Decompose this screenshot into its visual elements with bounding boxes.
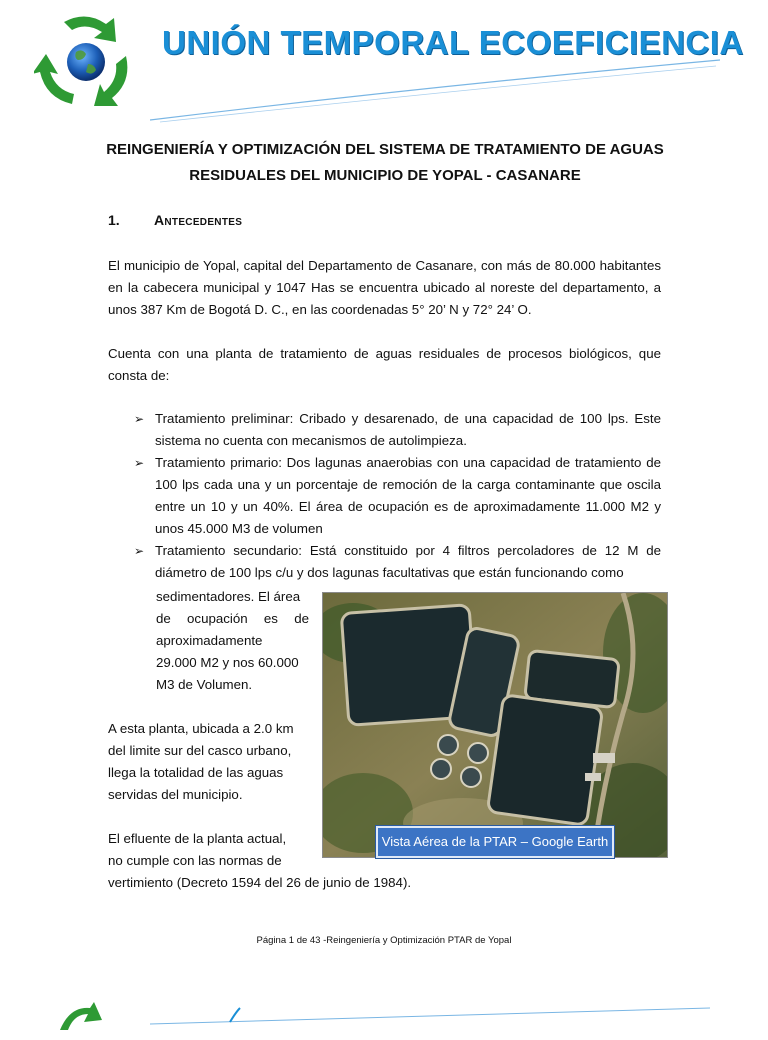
treatment-list — [134, 408, 661, 584]
recycle-globe-icon — [50, 1000, 120, 1040]
list-item — [134, 540, 661, 584]
text-line: llega la totalidad de las aguas — [108, 765, 284, 780]
paragraph-1: El municipio de Yopal, capital del Departamento de Casanare, con más de 80.000 habitantes en la cabecera municipal y 1047 Has se encuentra ubicado al noreste del departamento, a unos 387 Km de Bogotá D. C., en las coordenadas 5° 20’ N y 72° 24’ O. — [108, 258, 661, 317]
aerial-photo-image — [323, 593, 667, 857]
document-title — [100, 137, 670, 189]
section-number: 1. — [108, 212, 120, 228]
list-item — [134, 452, 661, 540]
list-item-text: Tratamiento secundario: Está constituido por 4 filtros percoladores de 12 M de diámetro de 100 lps c/u y dos lagunas facultativas que están funcionando como — [155, 543, 661, 580]
org-name: UNIÓN TEMPORAL ECOEFICIENCIA — [162, 24, 744, 61]
document-title-line2: RESIDUALES DEL MUNICIPIO DE YOPAL - CASANARE — [189, 167, 581, 184]
text-line: sedimentadores. El área — [156, 589, 301, 604]
list-item-text: Tratamiento preliminar: Cribado y desarenado, de una capacidad de 100 lps. Este sistema no cuenta con mecanismos de autolimpieza. — [155, 411, 661, 448]
text-line: M3 de Volumen. — [156, 677, 253, 692]
text-line: no cumple con las normas de — [108, 853, 282, 868]
list-item — [134, 408, 661, 452]
section-heading — [108, 212, 242, 228]
aerial-photo — [322, 592, 668, 858]
list-item-text: Tratamiento primario: Dos lagunas anaerobias con una capacidad de tratamiento de 100 lps cada una y un porcentaje de remoción de la carga contaminante que oscila entre un 10 y un 40%. El área de ocupación es de aproximadamente 11.000 M2 y unos 45.000 M3 de volumen — [155, 455, 661, 536]
text-line: servidas del municipio. — [108, 787, 243, 802]
page-footer: Página 1 de 43 -Reingeniería y Optimización PTAR de Yopal — [256, 935, 512, 946]
arrow-bullet-icon: ➢ — [134, 544, 145, 558]
text-line: del limite sur del casco urbano, — [108, 743, 292, 758]
recycle-globe-icon — [34, 12, 136, 110]
document-title-line1: REINGENIERÍA Y OPTIMIZACIÓN DEL SISTEMA DE TRATAMIENTO DE AGUAS — [106, 141, 664, 158]
arrow-bullet-icon: ➢ — [134, 456, 145, 470]
bullet3-continuation — [156, 586, 309, 696]
text-line: A esta planta, ubicada a 2.0 km — [108, 721, 294, 736]
section-title: Antecedentes — [154, 212, 243, 228]
text-line: aproximadamente — [156, 633, 263, 648]
text-line: vertimiento (Decreto 1594 del 26 de junio de 1984). — [108, 875, 412, 890]
text-line: El efluente de la planta actual, — [108, 831, 287, 846]
text-line: 29.000 M2 y nos 60.000 — [156, 655, 299, 670]
arrow-bullet-icon: ➢ — [134, 412, 145, 426]
footer-swoosh — [150, 1006, 710, 1026]
text-line: de ocupación es de — [156, 611, 309, 626]
photo-caption: Vista Aérea de la PTAR – Google Earth — [376, 826, 614, 858]
paragraph-2: Cuenta con una planta de tratamiento de aguas residuales de procesos biológicos, que consta de: — [108, 346, 661, 383]
header-swoosh — [150, 56, 720, 126]
paragraph-3 — [108, 718, 309, 806]
